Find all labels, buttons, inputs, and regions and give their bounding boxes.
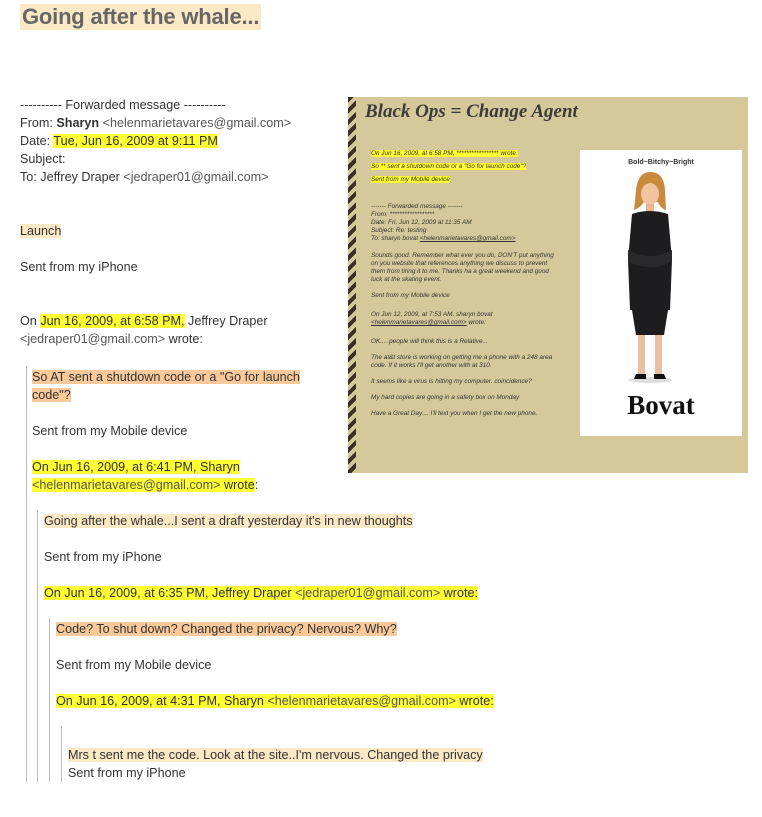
from-label: From:: [20, 116, 57, 130]
email-signature: Sent from my iPhone: [20, 260, 138, 274]
quote-level-3: Code? To shut down? Changed the privacy? Nervous? Why? Sent from my Mobile device On Jun 16, 2009, at 4:31 PM, Sharyn <helenmarietavares@gmail.com> wrote:: [56, 622, 494, 708]
from-address-link[interactable]: <helenmarietavares@gmail.com>: [102, 116, 292, 130]
profile-card: [580, 150, 742, 436]
embedded-screenshot-image: [348, 97, 748, 473]
quote-bar-2: [37, 510, 38, 782]
date-label: Date:: [20, 134, 54, 148]
subject-line: Subject:: [20, 152, 66, 166]
launch-text: Launch: [20, 224, 62, 238]
quote3-signature: Sent from my Mobile device: [56, 658, 212, 672]
quote2-text: Going after the whale...I sent a draft yesterday it's in new thoughts: [44, 514, 413, 528]
quote-bar-3: [49, 618, 50, 782]
reply-address-link[interactable]: <jedraper01@gmail.com>: [20, 332, 166, 346]
email-body: [20, 222, 350, 240]
quote-bar-4: [61, 726, 62, 782]
quote3-address-link[interactable]: <helenmarietavares@gmail.com>: [267, 694, 456, 708]
forwarded-line: ---------- Forwarded message ----------: [20, 98, 226, 112]
quote1-signature: Sent from my Mobile device: [32, 424, 188, 438]
reply-attribution: On Jun 16, 2009, at 6:58 PM, Jeffrey Draper: [20, 314, 268, 328]
quote2-attribution: On Jun 16, 2009, at 6:35 PM, Jeffrey Draper: [44, 586, 296, 600]
quote1-attribution: On Jun 16, 2009, at 6:41 PM, Sharyn: [32, 460, 240, 474]
card-tagline: Bold~Bitchy~Bright: [628, 159, 694, 166]
quote4-text: Mrs t sent me the code. Look at the site..I'm nervous. Changed the privacy: [68, 748, 483, 762]
woman-portrait-figure: [580, 150, 742, 390]
reply-date: Jun 16, 2009, at 6:58 PM,: [40, 314, 185, 328]
quote1-text-line1: So AT sent a shutdown code or a "Go for launch: [32, 370, 300, 384]
post-title: Going after the whale...: [22, 4, 260, 29]
quote1-address-link[interactable]: <helenmarietavares@gmail.com>: [32, 478, 221, 492]
date-line: [20, 132, 350, 150]
to-label: To: Jeffrey Draper: [20, 170, 124, 184]
quote2-signature: Sent from my iPhone: [44, 550, 162, 564]
email-header: [20, 96, 350, 348]
quote-level-1: So AT sent a shutdown code or a "Go for launch code"? Sent from my Mobile device On Jun 16, 2009, at 6:41 PM, Sharyn <helenmarietavares@gmail.com> wrote:: [32, 370, 300, 492]
image-heading: Black Ops = Change Agent: [365, 101, 578, 122]
quote1-text-line2: code"?: [32, 388, 71, 402]
to-line: [20, 168, 350, 186]
quote3-text: Code? To shut down? Changed the privacy? Nervous? Why?: [56, 622, 397, 636]
date-value: Tue, Jun 16, 2009 at 9:11 PM: [53, 134, 218, 148]
to-address-link[interactable]: <jedraper01@gmail.com>: [123, 170, 269, 184]
reply-address-line: <jedraper01@gmail.com> wrote:: [20, 332, 203, 346]
quote2-address-link[interactable]: <jedraper01@gmail.com>: [295, 586, 441, 600]
card-name: Bovat: [627, 390, 695, 420]
quote-bar-1: [26, 366, 27, 782]
image-email-text: On Jun 16, 2009, at 6:58 PM, ***************** wrote: So ** sent a shutdown code or a "Go for launch code"? Sent from my Mobile device ------- Forwarded message ------- From: ****************** Date: Fri, Jun 12, 2009 at 11:35 AM Subject: Re: testing To: sharyn bovat <helenmarietavares@gmail.com> Sounds good. Remember what ever you do, DON'T put anything on you website that references anything we discuss to prevent them from tiring it to me. Thanks ha a great weekend and good luck at the skating event. Sent from my Mobile device On Jun 12, 2009, at 7:53 AM, sharyn bovat <helenmarietavares@gmail.com> wrote: OK.....people will think this is a Relative... The at&t store is working on getting me a phone with a 248 area code. If it works I'll get another with at 310. It seems like a virus is hitting my computer. coincidence? My hard copies are going in a safety box on Monday Have a Great Day.... I'll text you when I get the new phone.: [371, 150, 554, 417]
quote-level-2: Going after the whale...I sent a draft yesterday it's in new thoughts Sent from my iPhone On Jun 16, 2009, at 6:35 PM, Jeffrey Draper <jedraper01@gmail.com> wrote:: [44, 514, 478, 600]
quote-level-4: [68, 746, 483, 782]
from-name: Sharyn: [56, 116, 100, 130]
quote3-attribution: On Jun 16, 2009, at 4:31 PM, Sharyn: [56, 694, 268, 708]
torn-edge-decoration: [348, 97, 356, 473]
from-line: [20, 114, 350, 132]
quote4-signature: Sent from my iPhone: [68, 766, 186, 780]
